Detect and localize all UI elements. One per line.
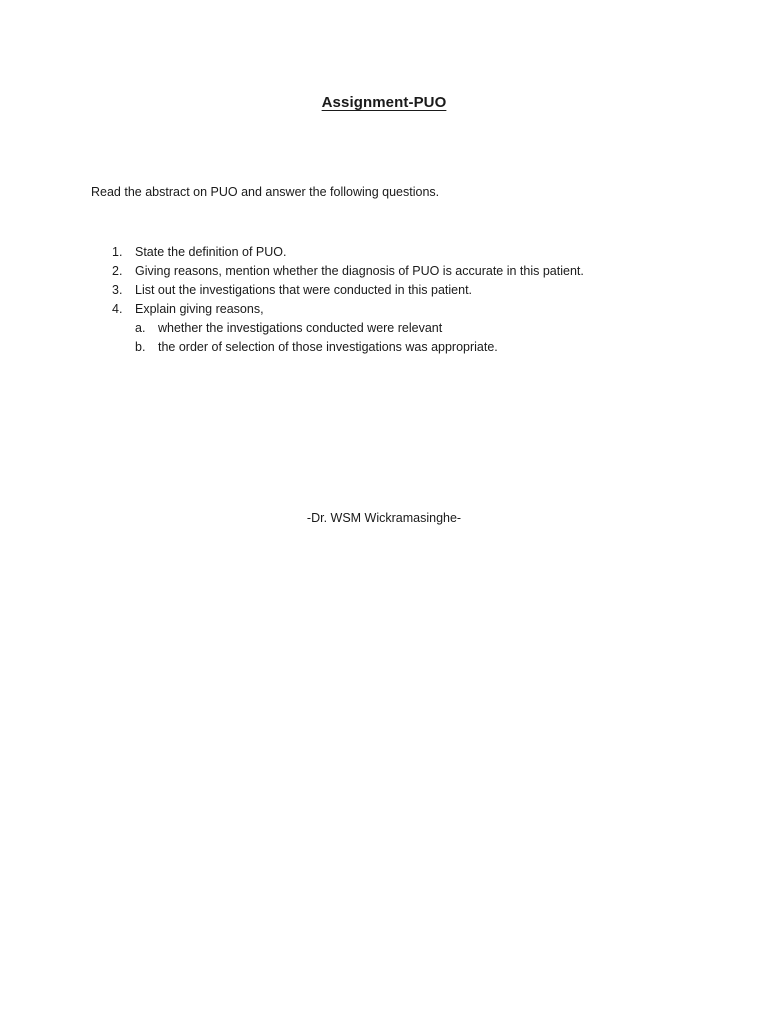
question-number: 1. <box>112 245 123 259</box>
sub-question-text: whether the investigations conducted were relevant <box>158 321 443 335</box>
question-item <box>91 300 584 319</box>
sub-question-letter: b. <box>135 340 146 354</box>
sub-question-group <box>91 319 584 357</box>
question-item <box>91 243 584 262</box>
sub-question-item <box>91 319 584 338</box>
question-item <box>91 281 584 300</box>
question-number: 3. <box>112 283 123 297</box>
sub-question-text: the order of selection of those investigations was appropriate. <box>158 340 498 354</box>
sub-question-list <box>91 319 584 357</box>
document-title: Assignment-PUO <box>321 94 447 111</box>
question-list <box>91 243 584 357</box>
sub-question-letter: a. <box>135 321 146 335</box>
sub-question-item <box>91 338 584 357</box>
question-number: 4. <box>112 302 123 316</box>
question-text: Explain giving reasons, <box>135 302 264 316</box>
author-signature: -Dr. WSM Wickramasinghe- <box>306 511 462 525</box>
intro-text: Read the abstract on PUO and answer the following questions. <box>91 185 440 199</box>
question-number: 2. <box>112 264 123 278</box>
question-text: State the definition of PUO. <box>135 245 287 259</box>
question-text: List out the investigations that were conducted in this patient. <box>135 283 473 297</box>
question-item <box>91 262 584 281</box>
question-text: Giving reasons, mention whether the diagnosis of PUO is accurate in this patient. <box>135 264 584 278</box>
